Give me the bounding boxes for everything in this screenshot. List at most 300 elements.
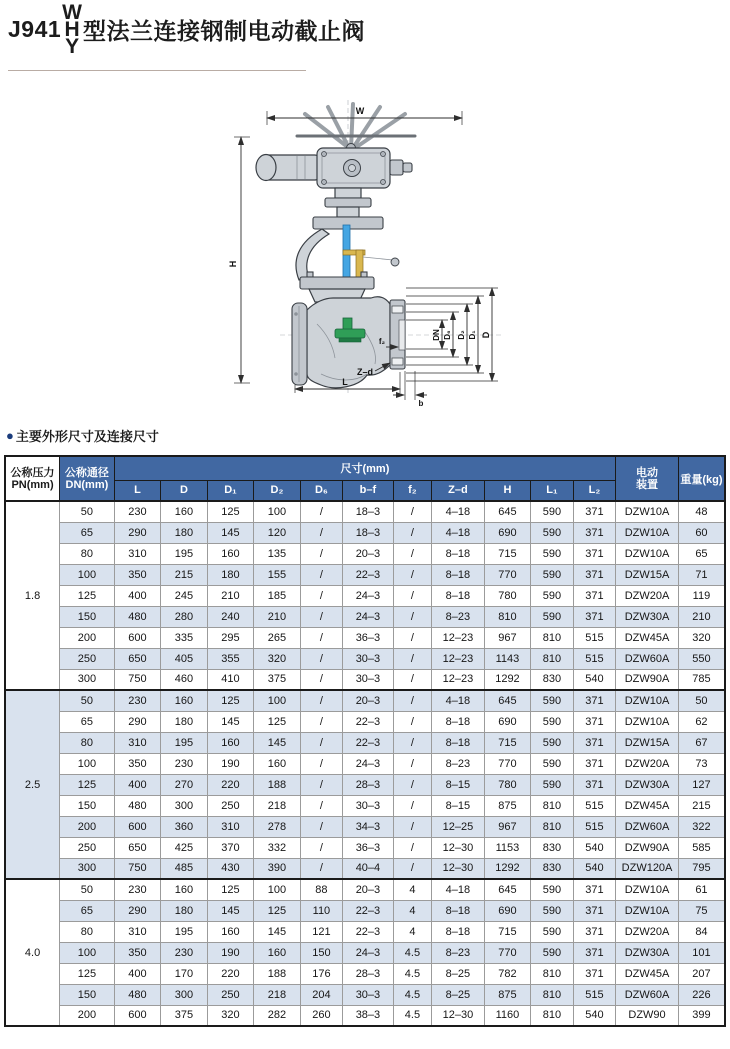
dim-cell: 230 [114,879,161,900]
dim-cell: 8–23 [432,753,485,774]
dim-cell: 540 [573,1005,616,1026]
dim-cell: 28–3 [343,963,394,984]
dn-cell: 150 [60,606,115,627]
dim-cell: 4–18 [432,501,485,522]
dim-cell: 590 [531,522,573,543]
dim-cell: 590 [531,732,573,753]
dim-cell: / [393,501,431,522]
device-cell: DZW15A [616,732,679,753]
dn-cell: 300 [60,858,115,879]
dn-cell: 65 [60,900,115,921]
dim-cell: 540 [573,837,616,858]
dim-col-header: D₆ [300,480,342,501]
dim-cell: 4–18 [432,690,485,711]
dim-cell: 8–18 [432,900,485,921]
dim-cell: 480 [114,606,161,627]
dim-label-h: H [228,260,238,268]
dim-cell: 810 [531,627,573,648]
dim-cell: / [393,606,431,627]
dim-cell: 230 [161,753,208,774]
device-cell: DZW15A [616,564,679,585]
dim-cell: 125 [207,879,254,900]
dim-cell: 4 [393,879,431,900]
dim-cell: 125 [254,711,301,732]
dim-cell: 4 [393,921,431,942]
device-cell: DZW120A [616,858,679,879]
dim-cell: 12–23 [432,648,485,669]
dim-cell: / [300,627,342,648]
dim-cell: 38–3 [343,1005,394,1026]
dim-col-header: L₁ [531,480,573,501]
dim-label-l: L [342,377,348,387]
dim-cell: 160 [161,501,208,522]
dn-cell: 250 [60,837,115,858]
dim-cell: 810 [531,795,573,816]
dim-cell: 110 [300,900,342,921]
dim-cell: 1160 [484,1005,531,1026]
table-row [5,795,725,816]
dim-cell: 460 [161,669,208,690]
dim-cell: 204 [300,984,342,1005]
dim-cell: 24–3 [343,606,394,627]
dim-cell: 371 [573,774,616,795]
dim-cell: 300 [161,984,208,1005]
dim-cell: 218 [254,984,301,1005]
dim-cell: 590 [531,543,573,564]
bolt-hole [392,358,403,365]
device-cell: DZW60A [616,984,679,1005]
table-row [5,879,725,900]
dim-cell: / [393,585,431,606]
dim-cell: 145 [207,900,254,921]
dim-cell: / [300,585,342,606]
dim-cell: 180 [161,522,208,543]
table-row [5,774,725,795]
dim-cell: 160 [207,732,254,753]
dim-cell: 12–25 [432,816,485,837]
dim-cell: 515 [573,984,616,1005]
valve-drawing [225,92,515,422]
dim-cell: 590 [531,606,573,627]
dn-cell: 50 [60,501,115,522]
weight-cell: 71 [678,564,725,585]
dim-cell: 176 [300,963,342,984]
dim-label-b: b [418,399,424,408]
dim-cell: 875 [484,795,531,816]
dim-cell: 8–25 [432,963,485,984]
dn-cell: 150 [60,795,115,816]
dimension-h [228,137,250,383]
dim-cell: 400 [114,963,161,984]
dim-cell: 190 [207,942,254,963]
weight-cell: 795 [678,858,725,879]
dim-cell: 282 [254,1005,301,1026]
dim-cell: / [300,690,342,711]
device-cell: DZW10A [616,690,679,711]
dim-cell: / [300,543,342,564]
weight-cell: 75 [678,900,725,921]
dim-cell: 145 [207,711,254,732]
weight-cell: 65 [678,543,725,564]
dim-cell: 250 [207,795,254,816]
table-row [5,963,725,984]
dimensions-table [4,455,726,1027]
dim-cell: 145 [254,732,301,753]
dim-cell: 515 [573,627,616,648]
dim-cell: 160 [207,921,254,942]
dim-cell: / [300,858,342,879]
dim-cell: 190 [207,753,254,774]
table-row [5,921,725,942]
dim-cell: 350 [114,564,161,585]
dim-cell: / [300,564,342,585]
dim-cell: 750 [114,669,161,690]
dim-cell: 195 [161,543,208,564]
dn-cell: 65 [60,522,115,543]
dim-cell: 430 [207,858,254,879]
dim-cell: 750 [114,858,161,879]
dim-cell: 195 [161,921,208,942]
dim-cell: 590 [531,753,573,774]
dim-cell: 600 [114,627,161,648]
inlet-flange [292,303,307,385]
dim-cell: 170 [161,963,208,984]
dim-cell: 350 [114,942,161,963]
table-row [5,585,725,606]
dim-cell: 36–3 [343,627,394,648]
dim-cell: 265 [254,627,301,648]
dim-cell: 12–23 [432,627,485,648]
dim-label-f2: f₂ [378,337,386,346]
dn-cell: 100 [60,564,115,585]
weight-cell: 585 [678,837,725,858]
col-header-pressure: 公称压力 PN(mm) [5,456,60,501]
dim-label-d1: D₁ [468,330,477,340]
dim-cell: 967 [484,816,531,837]
model-prefix: J941 [8,16,62,42]
weight-cell: 320 [678,627,725,648]
dim-cell: 220 [207,774,254,795]
dim-cell: 250 [207,984,254,1005]
weight-cell: 60 [678,522,725,543]
weight-cell: 322 [678,816,725,837]
dim-cell: 1143 [484,648,531,669]
dim-cell: / [300,522,342,543]
dim-cell: 715 [484,543,531,564]
dim-cell: 270 [161,774,208,795]
actuator-connector [390,160,403,175]
weight-cell: 785 [678,669,725,690]
dn-cell: 300 [60,669,115,690]
dim-cell: 810 [531,963,573,984]
dim-cell: 810 [484,606,531,627]
dim-cell: 8–15 [432,774,485,795]
dim-cell: 780 [484,585,531,606]
table-row [5,942,725,963]
dim-cell: 180 [207,564,254,585]
table-row [5,837,725,858]
dim-cell: / [393,753,431,774]
dim-cell: 335 [161,627,208,648]
col-header-device: 电动 装置 [616,456,679,501]
dim-label-d2: D₂ [457,330,466,340]
dim-cell: 230 [114,690,161,711]
dim-cell: 400 [114,585,161,606]
lever-roller [391,258,399,266]
bonnet-flange [300,277,374,289]
device-cell: DZW45A [616,627,679,648]
dim-cell: / [393,711,431,732]
dim-cell: / [393,669,431,690]
dim-cell: / [393,648,431,669]
pn-cell: 1.8 [5,501,60,690]
dim-cell: / [393,795,431,816]
dim-cell: 810 [531,816,573,837]
table-body [5,501,725,1026]
dim-cell: 8–23 [432,942,485,963]
dim-cell: 180 [161,711,208,732]
dim-cell: 485 [161,858,208,879]
section-heading [6,426,159,445]
dim-cell: / [300,753,342,774]
dim-cell: 22–3 [343,732,394,753]
dim-cell: 590 [531,879,573,900]
dn-cell: 50 [60,690,115,711]
dim-cell: 20–3 [343,543,394,564]
pn-cell: 2.5 [5,690,60,879]
model-variant-w: W [62,1,82,24]
model-variant-stack [62,1,82,58]
dim-col-header: L₂ [573,480,616,501]
dim-cell: 600 [114,816,161,837]
dim-cell: 4–18 [432,879,485,900]
table-row [5,984,725,1005]
dim-cell: 371 [573,585,616,606]
dim-cell: / [393,816,431,837]
dim-cell: 590 [531,774,573,795]
dim-cell: 371 [573,711,616,732]
device-cell: DZW45A [616,795,679,816]
dim-cell: 24–3 [343,942,394,963]
dim-cell: 230 [161,942,208,963]
dim-cell: / [300,732,342,753]
dim-col-header: D [161,480,208,501]
device-cell: DZW10A [616,543,679,564]
dn-cell: 125 [60,774,115,795]
dim-cell: 30–3 [343,984,394,1005]
dim-cell: 600 [114,1005,161,1026]
dim-cell: 371 [573,879,616,900]
dim-cell: 1292 [484,858,531,879]
device-cell: DZW10A [616,879,679,900]
device-cell: DZW30A [616,774,679,795]
dim-cell: 320 [254,648,301,669]
device-cell: DZW90A [616,837,679,858]
dim-cell: 20–3 [343,690,394,711]
dim-cell: 8–25 [432,984,485,1005]
title-divider [8,70,306,71]
device-cell: DZW10A [616,501,679,522]
dim-cell: 690 [484,900,531,921]
dim-cell: 160 [161,690,208,711]
dim-cell: 1153 [484,837,531,858]
dim-cell: 371 [573,522,616,543]
dim-cell: 480 [114,984,161,1005]
dim-cell: 40–4 [343,858,394,879]
dim-cell: 590 [531,564,573,585]
dim-cell: 145 [207,522,254,543]
dim-cell: 260 [300,1005,342,1026]
dim-cell: 100 [254,501,301,522]
dn-cell: 200 [60,1005,115,1026]
table-row [5,627,725,648]
diameter-dimensions [406,288,498,381]
device-cell: DZW90 [616,1005,679,1026]
dim-cell: 160 [254,753,301,774]
dim-cell: 645 [484,879,531,900]
dim-cell: 160 [207,543,254,564]
dim-cell: 515 [573,648,616,669]
dim-cell: 590 [531,501,573,522]
model-variant-h: H [64,18,80,41]
dim-cell: 245 [161,585,208,606]
dim-cell: / [300,648,342,669]
dim-cell: 22–3 [343,564,394,585]
dim-cell: 715 [484,921,531,942]
device-cell: DZW10A [616,900,679,921]
dim-cell: 18–3 [343,501,394,522]
callout-b [393,371,427,408]
weight-cell: 84 [678,921,725,942]
dim-cell: 370 [207,837,254,858]
col-header-dn: 公称通径 DN(mm) [60,456,115,501]
dim-cell: / [300,795,342,816]
dim-cell: 215 [161,564,208,585]
dim-cell: 1292 [484,669,531,690]
dim-cell: 830 [531,669,573,690]
dim-cell: 810 [531,984,573,1005]
dim-cell: 4.5 [393,942,431,963]
dim-cell: 4 [393,900,431,921]
device-cell: DZW90A [616,669,679,690]
dim-cell: 12–30 [432,858,485,879]
dim-cell: 210 [254,606,301,627]
dim-cell: 371 [573,900,616,921]
col-header-size: 尺寸(mm) [114,456,616,480]
dn-cell: 80 [60,921,115,942]
dim-cell: 375 [161,1005,208,1026]
dim-cell: 180 [161,900,208,921]
dim-label-w: W [355,106,365,116]
dim-cell: 360 [161,816,208,837]
dim-cell: 540 [573,669,616,690]
dim-label-dn: DN [432,329,441,341]
dim-cell: 780 [484,774,531,795]
dim-cell: 8–23 [432,606,485,627]
table-row [5,711,725,732]
table-row [5,816,725,837]
dim-cell: 24–3 [343,585,394,606]
dim-cell: 8–15 [432,795,485,816]
weight-cell: 61 [678,879,725,900]
dim-cell: 830 [531,837,573,858]
dim-cell: 390 [254,858,301,879]
pn-cell: 4.0 [5,879,60,1026]
dim-cell: 310 [114,543,161,564]
device-cell: DZW10A [616,522,679,543]
dim-col-header: D₂ [254,480,301,501]
dim-cell: 400 [114,774,161,795]
dim-col-header: f₂ [393,480,431,501]
dim-label-zd: Z–d [356,367,374,377]
weight-cell: 62 [678,711,725,732]
dim-cell: 8–18 [432,732,485,753]
dim-cell: 715 [484,732,531,753]
dim-cell: 195 [161,732,208,753]
table-row [5,690,725,711]
dim-col-header: Z–d [432,480,485,501]
dim-cell: 645 [484,501,531,522]
dim-cell: 34–3 [343,816,394,837]
dim-cell: 690 [484,522,531,543]
dim-cell: 30–3 [343,648,394,669]
dim-cell: 240 [207,606,254,627]
dim-cell: 371 [573,921,616,942]
device-cell: DZW10A [616,711,679,732]
dim-cell: 650 [114,648,161,669]
dim-cell: 20–3 [343,879,394,900]
dim-cell: 875 [484,984,531,1005]
dim-cell: 4–18 [432,522,485,543]
dim-cell: 12–30 [432,1005,485,1026]
dim-cell: 310 [207,816,254,837]
dn-cell: 100 [60,942,115,963]
weight-cell: 210 [678,606,725,627]
dim-cell: / [393,732,431,753]
dim-cell: 220 [207,963,254,984]
dim-cell: 30–3 [343,795,394,816]
dim-cell: 278 [254,816,301,837]
dim-cell: 770 [484,753,531,774]
dim-cell: / [393,837,431,858]
dim-cell: 188 [254,963,301,984]
dim-cell: / [300,816,342,837]
dim-col-header: L [114,480,161,501]
dim-cell: 782 [484,963,531,984]
table-row [5,753,725,774]
dim-cell: 425 [161,837,208,858]
device-cell: DZW60A [616,648,679,669]
dim-cell: 590 [531,942,573,963]
dim-cell: / [300,837,342,858]
device-cell: DZW20A [616,753,679,774]
dim-cell: 480 [114,795,161,816]
dim-cell: 645 [484,690,531,711]
weight-cell: 215 [678,795,725,816]
dim-cell: 310 [114,732,161,753]
dim-cell: 155 [254,564,301,585]
dim-cell: 36–3 [343,837,394,858]
weight-cell: 399 [678,1005,725,1026]
page-title [8,1,365,58]
dim-cell: 350 [114,753,161,774]
dim-cell: 280 [161,606,208,627]
dn-cell: 250 [60,648,115,669]
dn-cell: 100 [60,753,115,774]
device-cell: DZW30A [616,606,679,627]
dn-cell: 200 [60,627,115,648]
dim-cell: 12–23 [432,669,485,690]
